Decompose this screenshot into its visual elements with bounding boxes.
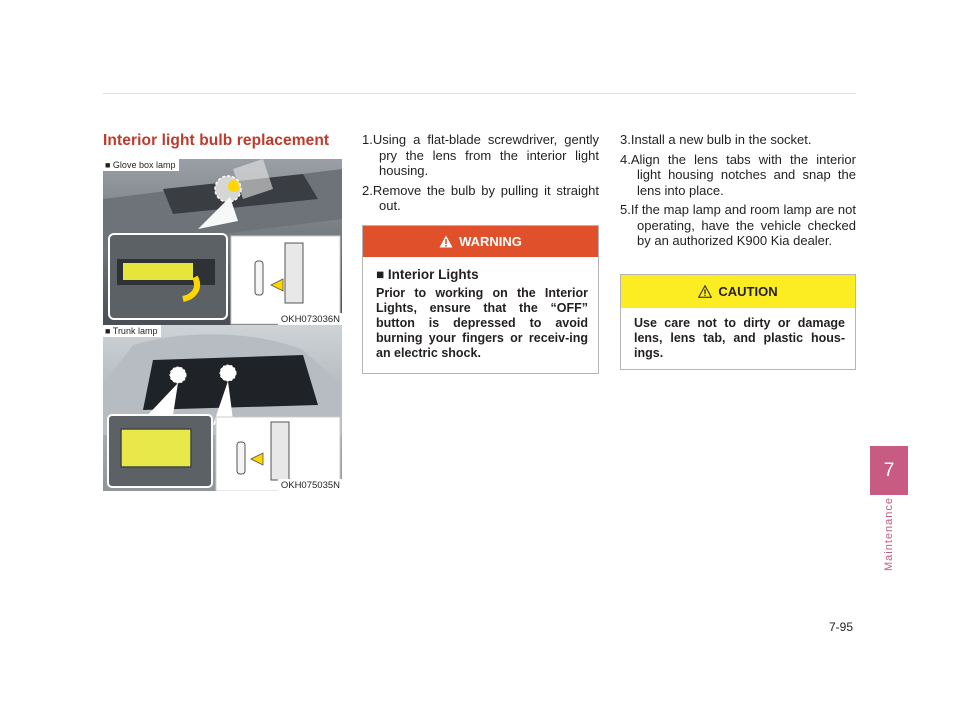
step-3: 3.Install a new bulb in the socket. [620,132,812,147]
page-number: 7-95 [829,620,854,634]
trunk-lamp-label: ■ Trunk lamp [103,325,161,337]
warning-header [363,226,598,257]
section-title: Interior light bulb replacement [103,132,330,149]
caution-text: Use care not to dirty or damage lens, lens tab, and plastic hous-ings. [634,316,845,360]
top-divider [103,93,856,94]
steps-column-1 [362,132,599,218]
warning-box [362,225,599,374]
step-5: 5.If the map lamp and room lamp are not operating, have the vehicle checked by an authorized K900 Kia dealer. [620,202,856,248]
trunk-lamp-illustration [103,325,342,491]
caution-icon [698,285,712,298]
warning-text: Prior to working on the Interior Lights, ensure that the “OFF” button is depressed to avoid burning your fingers or receiv-ing an electric shock. [376,286,588,360]
trunk-lamp-figure [103,325,342,491]
glove-box-lamp-figure [103,159,342,325]
chapter-label: Maintenance [883,497,895,571]
caution-header [621,275,855,308]
chapter-tab: 7 [870,446,908,495]
caution-box [620,274,856,370]
warning-icon [439,235,453,248]
caution-title: CAUTION [718,284,778,299]
step-4: 4.Align the lens tabs with the interior light housing notches and snap the lens into place. [620,151,856,198]
glove-box-lamp-code: OKH073036N [278,313,342,325]
glove-box-lamp-label: ■ Glove box lamp [103,159,179,171]
glove-box-lamp-illustration [103,159,342,325]
trunk-lamp-code: OKH075035N [278,479,342,491]
warning-title: WARNING [459,234,522,249]
step-1: 1.Using a flat-blade screwdriver, gently pry the lens from the interior light housing. [362,132,599,178]
steps-column-2 [620,132,856,253]
warning-subtitle: ■ Interior Lights [376,267,479,282]
step-2: 2.Remove the bulb by pulling it straight out. [362,182,599,213]
